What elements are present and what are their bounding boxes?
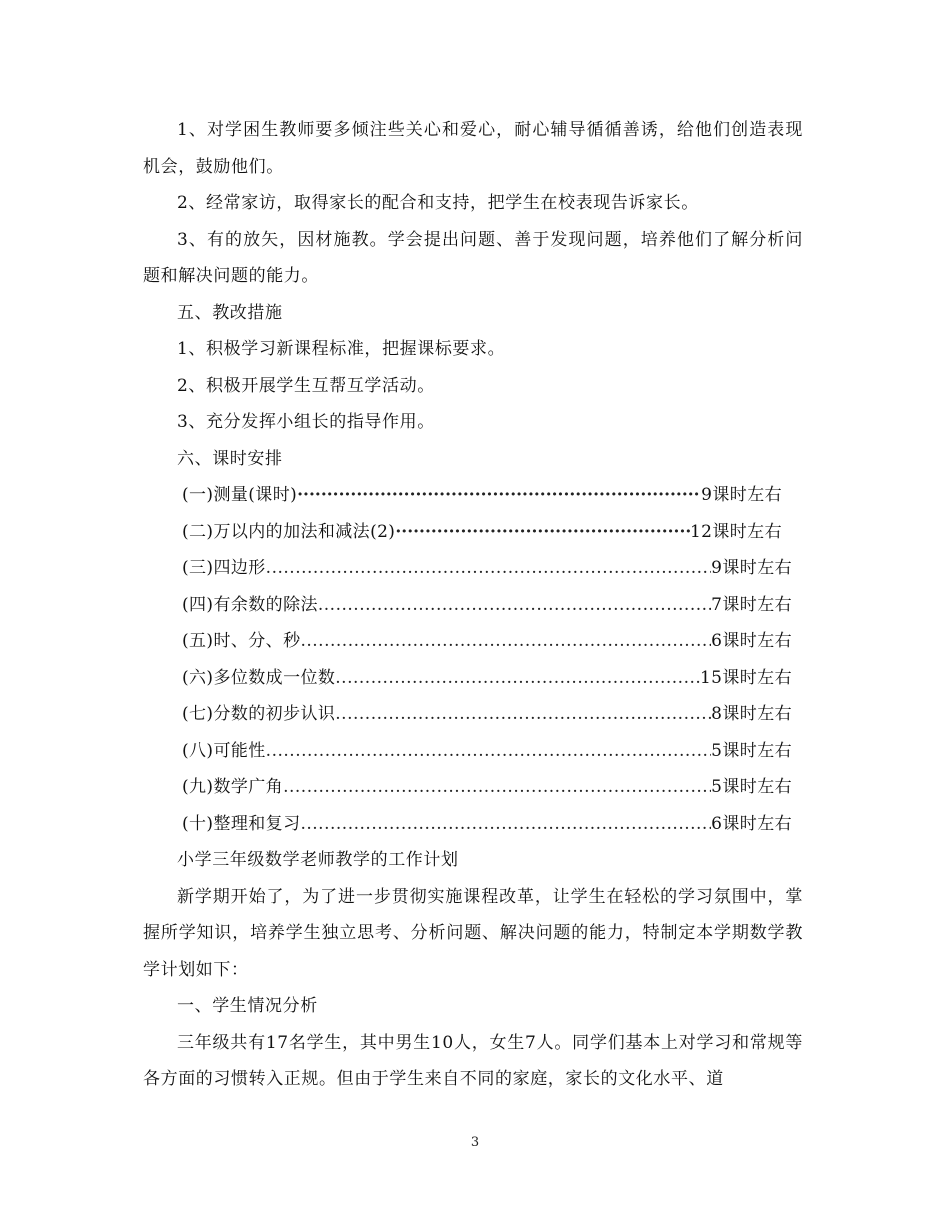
schedule-value: 6课时左右 [711, 813, 792, 834]
schedule-value: 5课时左右 [711, 777, 792, 797]
schedule-row [182, 733, 792, 770]
schedule-row [182, 769, 792, 806]
reform-item-3: 3、充分发挥小组长的指导作用。 [177, 412, 435, 432]
schedule-label: (七)分数的初步认识 [182, 704, 336, 724]
reform-item-2: 2、积极开展学生互帮互学活动。 [177, 375, 435, 396]
schedule-row [182, 477, 782, 514]
dot-leader [335, 660, 700, 697]
paragraph-care-for-struggling-students: 1、对学困生教师要多倾注些关心和爱心，耐心辅导循循善诱，给他们创造表现机会，鼓励他们。 [143, 120, 803, 177]
dot-leader [300, 623, 711, 660]
schedule-list [143, 477, 803, 842]
schedule-row [182, 550, 792, 587]
dot-leader [266, 733, 712, 770]
paragraph-home-visits: 2、经常家访，取得家长的配合和支持，把学生在校表现告诉家长。 [177, 193, 699, 213]
student-analysis-paragraph: 三年级共有17名学生，其中男生10人，女生7人。同学们基本上对学习和常规等各方面的习惯转入正规。但由于学生来自不同的家庭，家长的文化水平、道 [143, 1032, 803, 1089]
reform-item-1: 1、积极学习新课程标准，把握课标要求。 [177, 339, 506, 359]
schedule-label: (八)可能性 [182, 740, 266, 761]
schedule-label: (九)数学广角 [182, 777, 284, 797]
schedule-row [182, 696, 792, 733]
dot-leader [335, 696, 711, 733]
schedule-label: (三)四边形 [182, 558, 266, 578]
schedule-value: 5课时左右 [711, 740, 792, 761]
dot-leader [395, 514, 690, 551]
schedule-row [182, 623, 792, 660]
schedule-row [182, 806, 792, 843]
document-body [143, 112, 803, 1098]
schedule-value: 15课时左右 [699, 667, 792, 688]
schedule-value: 12课时左右 [689, 521, 782, 542]
dot-leader [300, 806, 711, 843]
section-heading-student-analysis: 一、学生情况分析 [177, 996, 318, 1016]
dot-leader [266, 550, 712, 587]
paragraph-targeted-teaching: 3、有的放矢，因材施教。学会提出问题、善于发现问题，培养他们了解分析问题和解决问题的能力。 [143, 229, 803, 286]
schedule-label: (一)测量(课时) [182, 485, 298, 505]
schedule-label: (五)时、分、秒 [182, 631, 301, 651]
page-number: 3 [470, 1135, 480, 1150]
schedule-row [182, 660, 792, 697]
plan-intro-paragraph: 新学期开始了，为了进一步贯彻实施课程改革，让学生在轻松的学习氛围中，掌握所学知识，培养学生独立思考、分析问题、解决问题的能力，特制定本学期数学教学计划如下： [143, 886, 803, 980]
section-heading-teaching-reform: 五、教改措施 [177, 302, 283, 323]
schedule-value: 8课时左右 [711, 704, 792, 724]
plan-title: 小学三年级数学老师教学的工作计划 [177, 850, 459, 870]
schedule-label: (四)有余数的除法 [182, 594, 318, 615]
schedule-label: (十)整理和复习 [182, 813, 301, 834]
schedule-value: 9课时左右 [701, 485, 782, 505]
schedule-row [182, 587, 792, 624]
schedule-value: 7课时左右 [711, 594, 792, 615]
section-heading-schedule: 六、课时安排 [177, 448, 283, 469]
dot-leader [283, 769, 711, 806]
schedule-value: 9课时左右 [711, 558, 792, 578]
schedule-label: (二)万以内的加法和减法(2) [182, 521, 396, 542]
schedule-value: 6课时左右 [711, 631, 792, 651]
dot-leader [318, 587, 711, 624]
schedule-row [182, 514, 782, 551]
dot-leader [297, 477, 701, 514]
schedule-label: (六)多位数成一位数 [182, 667, 336, 688]
